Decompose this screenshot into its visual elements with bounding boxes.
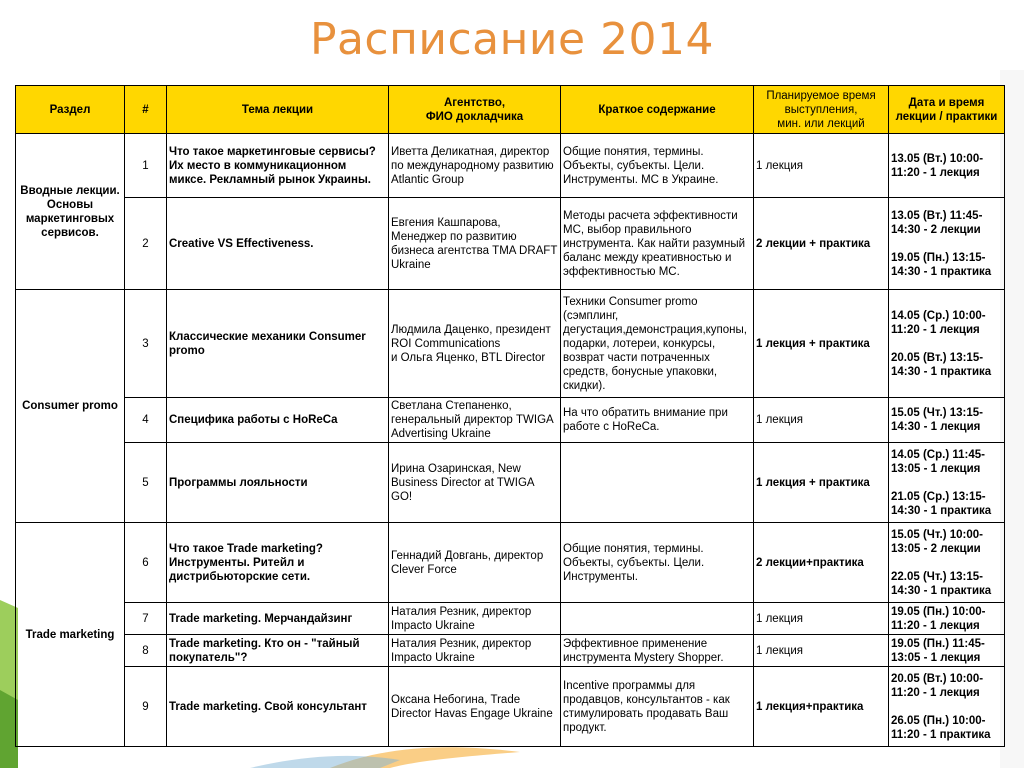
row-num: 4	[125, 398, 167, 443]
row-datetime: 15.05 (Чт.) 10:00- 13:05 - 2 лекции 22.05 (Чт.) 13:15- 14:30 - 1 практика	[889, 523, 1005, 603]
row-summary: Техники Consumer promo (сэмплинг, дегустация,демонстрация,купоны, подарки, лотереи, конкурсы, возврат части потраченных средств, бонусные упаковки, скидки).	[561, 290, 754, 398]
row-planned: 1 лекция	[754, 635, 889, 667]
row-agency: Светлана Степаненко, генеральный директор TWIGA Advertising Ukraine	[389, 398, 561, 443]
row-agency: Наталия Резник, директор Impacto Ukraine	[389, 603, 561, 635]
section-cell: Trade marketing	[16, 523, 125, 747]
row-agency: Иветта Деликатная, директор по международному развитию Atlantic Group	[389, 134, 561, 198]
row-topic: Trade marketing. Кто он - "тайный покупатель"?	[167, 635, 389, 667]
header-topic: Тема лекции	[167, 86, 389, 134]
row-datetime: 19.05 (Пн.) 10:00- 11:20 - 1 лекция	[889, 603, 1005, 635]
row-planned: 1 лекция + практика	[754, 443, 889, 523]
row-summary: Методы расчета эффективности МС, выбор правильного инструмента. Как найти разумный баланс между креативностью и эффективностью МС.	[561, 198, 754, 290]
row-num: 7	[125, 603, 167, 635]
row-agency: Геннадий Довгань, директор Clever Force	[389, 523, 561, 603]
table-row	[16, 198, 1005, 290]
table-row	[16, 443, 1005, 523]
row-agency: Наталия Резник, директор Impacto Ukraine	[389, 635, 561, 667]
table-row	[16, 134, 1005, 198]
row-summary	[561, 443, 754, 523]
row-agency: Оксана Небогина, Trade Director Havas Engage Ukraine	[389, 667, 561, 747]
header-agency: Агентство, ФИО докладчика	[389, 86, 561, 134]
page-title: Расписание 2014	[309, 14, 715, 65]
table-row	[16, 667, 1005, 747]
table-row	[16, 290, 1005, 398]
row-num: 2	[125, 198, 167, 290]
header-summary: Краткое содержание	[561, 86, 754, 134]
row-datetime: 15.05 (Чт.) 13:15- 14:30 - 1 лекция	[889, 398, 1005, 443]
row-summary: Общие понятия, термины. Объекты, субъекты. Цели. Инструменты. МС в Украине.	[561, 134, 754, 198]
row-datetime: 14.05 (Ср.) 11:45- 13:05 - 1 лекция 21.05 (Ср.) 13:15- 14:30 - 1 практика	[889, 443, 1005, 523]
table-row	[16, 603, 1005, 635]
row-planned: 2 лекции + практика	[754, 198, 889, 290]
row-planned: 1 лекция	[754, 603, 889, 635]
schedule-table	[15, 85, 1005, 747]
row-topic: Программы лояльности	[167, 443, 389, 523]
table-row	[16, 635, 1005, 667]
row-planned: 1 лекция	[754, 398, 889, 443]
row-num: 6	[125, 523, 167, 603]
row-planned: 1 лекция+практика	[754, 667, 889, 747]
header-datetime: Дата и время лекции / практики	[889, 86, 1005, 134]
row-agency: Евгения Кашпарова, Менеджер по развитию бизнеса агентства TMA DRAFT Ukraine	[389, 198, 561, 290]
row-num: 3	[125, 290, 167, 398]
row-datetime: 20.05 (Вт.) 10:00- 11:20 - 1 лекция 26.05 (Пн.) 10:00- 11:20 - 1 практика	[889, 667, 1005, 747]
row-num: 5	[125, 443, 167, 523]
row-summary: Общие понятия, термины. Объекты, субъекты. Цели. Инструменты.	[561, 523, 754, 603]
row-topic: Классические механики Consumer promo	[167, 290, 389, 398]
header-planned: Планируемое время выступления, мин. или лекций	[754, 86, 889, 134]
row-topic: Что такое маркетинговые сервисы? Их место в коммуникационном миксе. Рекламный рынок Украины.	[167, 134, 389, 198]
table-row	[16, 398, 1005, 443]
section-cell: Consumer promo	[16, 290, 125, 523]
row-topic: Trade marketing. Мерчандайзинг	[167, 603, 389, 635]
header-num: #	[125, 86, 167, 134]
row-planned: 1 лекция	[754, 134, 889, 198]
row-summary: Incentive программы для продавцов, консультантов - как стимулировать продавать Ваш продукт.	[561, 667, 754, 747]
row-topic: Creative VS Effectiveness.	[167, 198, 389, 290]
row-datetime: 13.05 (Вт.) 11:45- 14:30 - 2 лекции 19.05 (Пн.) 13:15- 14:30 - 1 практика	[889, 198, 1005, 290]
row-summary	[561, 603, 754, 635]
row-topic: Что такое Trade marketing? Инструменты. Ритейл и дистрибьюторские сети.	[167, 523, 389, 603]
section-cell: Вводные лекции. Основы маркетинговых сервисов.	[16, 134, 125, 290]
table-header-row	[16, 86, 1005, 134]
row-agency: Людмила Даценко, президент ROI Communications и Ольга Яценко, BTL Director	[389, 290, 561, 398]
row-datetime: 19.05 (Пн.) 11:45- 13:05 - 1 лекция	[889, 635, 1005, 667]
row-summary: На что обратить внимание при работе с HoReCa.	[561, 398, 754, 443]
row-num: 9	[125, 667, 167, 747]
row-planned: 1 лекция + практика	[754, 290, 889, 398]
header-section: Раздел	[16, 86, 125, 134]
row-topic: Trade marketing. Свой консультант	[167, 667, 389, 747]
row-num: 8	[125, 635, 167, 667]
row-topic: Специфика работы с HoReCa	[167, 398, 389, 443]
row-planned: 2 лекции+практика	[754, 523, 889, 603]
row-summary: Эффективное применение инструмента Mystery Shopper.	[561, 635, 754, 667]
row-agency: Ирина Озаринская, New Business Director at TWIGA GO!	[389, 443, 561, 523]
row-datetime: 14.05 (Ср.) 10:00- 11:20 - 1 лекция 20.05 (Вт.) 13:15- 14:30 - 1 практика	[889, 290, 1005, 398]
table-row	[16, 523, 1005, 603]
row-datetime: 13.05 (Вт.) 10:00- 11:20 - 1 лекция	[889, 134, 1005, 198]
row-num: 1	[125, 134, 167, 198]
